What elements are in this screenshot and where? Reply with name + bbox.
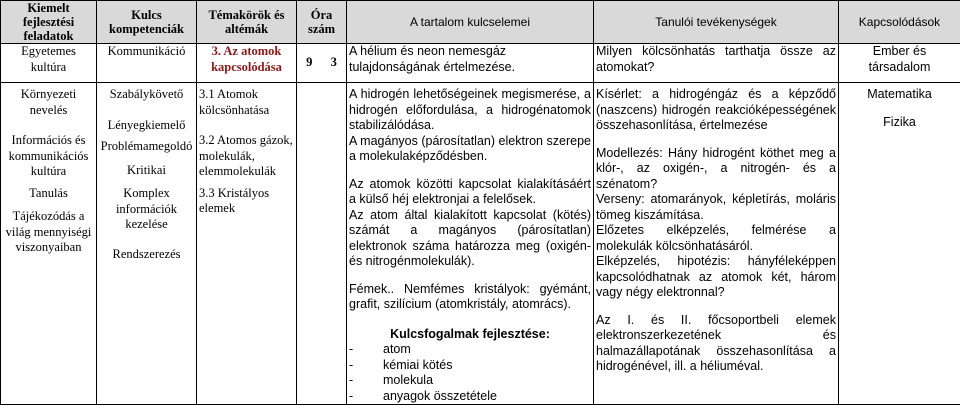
kapcsolodas-item: Fizika: [841, 115, 958, 131]
tartalom-item: Fémek.. Nemfémes kristályok: gyémánt, grafit, szilícium (atomkristály, atomrács).: [349, 282, 591, 313]
kompetencia-item: Szabálykövető: [99, 87, 194, 103]
temakor-item: 3.1 Atomok kölcsönhatása: [199, 87, 294, 118]
feladat-item: Információs és kommunikációs kultúra: [3, 133, 94, 180]
kulcsfogalom-item: - molekula: [349, 373, 591, 389]
temakor-item: 3.3 Kristályos elemek: [199, 186, 294, 217]
row2-kapcsolodasok: [839, 83, 960, 405]
row1-tevekenyseg: Milyen kölcsönhatás tarthatja össze az atomokat?: [594, 44, 839, 83]
feladat-item: Környezeti nevelés: [3, 87, 94, 118]
kulcsfogalom-item: - kémiai kötés: [349, 358, 591, 374]
row2-temakorok: [197, 83, 297, 405]
header-feladatok: Kiemelt fejlesztési feladatok: [1, 1, 97, 44]
row2-oraszam: [297, 83, 347, 405]
feladat-item: Tanulás: [3, 186, 94, 202]
row2-tevekenysegek: [594, 83, 839, 405]
row1-kapcsolodas: Ember és társadalom: [839, 44, 960, 83]
row1-temakor: 3. Az atomok kapcsolódása: [197, 44, 297, 83]
kompetencia-item: Lényegkiemelő: [99, 118, 194, 134]
row2-kompetenciak: [97, 83, 197, 405]
header-row: [1, 1, 960, 44]
kulcsfogalom-item: - atom: [349, 342, 591, 358]
kompetencia-item: Kritikai: [99, 163, 194, 179]
row2-feladatok: [1, 83, 97, 405]
tartalom-item: Az atomok közötti kapcsolat kialakításáért a külső héj elektronjai a felelősek.: [349, 177, 591, 208]
kompetencia-item: Komplex információk kezelése: [99, 186, 194, 233]
tevekenyseg-item: Kísérlet: a hidrogéngáz és a képződő (naszcens) hidrogén reakcióképességének összehasonlítása, értelmezése: [596, 87, 836, 134]
header-tartalom: A tartalom kulcselemei: [347, 1, 594, 44]
tartalom-item: A hidrogén lehetőségeinek megismerése, a hidrogén előfordulása, a hidrogénatomok stabilizálódása.: [349, 87, 591, 134]
header-oraszam: Óra szám: [297, 1, 347, 44]
row1-ora-total: 9: [297, 55, 322, 71]
header-kompetenciak: Kulcs kompetenciák: [97, 1, 197, 44]
tartalom-item: A magányos (párosítatlan) elektron szerepe a molekulaképződésben.: [349, 134, 591, 165]
table-row: [1, 44, 960, 83]
row1-ora-topic: 3: [322, 55, 347, 71]
header-kapcsolodasok: Kapcsolódások: [839, 1, 960, 44]
kulcsfogalmak-title: Kulcsfogalmak fejlesztése:: [349, 327, 591, 343]
header-temakorok: Témakörök és altémák: [197, 1, 297, 44]
table-row: [1, 83, 960, 405]
kompetencia-item: Problémamegoldó: [99, 139, 194, 155]
tevekenyseg-item: Verseny: atomarányok, képletírás, moláris tömeg kiszámítása.: [596, 192, 836, 223]
tevekenyseg-item: Elképzelés, hipotézis: hányféleképpen kapcsolódhatnak az atomok két, három vagy négy elektronnal?: [596, 254, 836, 301]
header-tevekenysegek: Tanulói tevékenységek: [594, 1, 839, 44]
kulcsfogalom-item: - anyagok összetétele: [349, 389, 591, 405]
kompetencia-item: Rendszerezés: [99, 247, 194, 263]
row1-tartalom: A hélium és neon nemesgáz tulajdonságának értelmezése.: [347, 44, 594, 83]
temakor-item: 3.2 Atomos gázok, molekulák, elemmolekulák: [199, 133, 294, 180]
row1-feladat: Egyetemes kultúra: [1, 44, 97, 83]
tartalom-item: Az atom által kialakított kapcsolat (kötés) számát a magányos (párosítatlan) elektronok száma határozza meg (oxigén- és nitrogénmolekulák).: [349, 208, 591, 270]
kapcsolodas-item: Matematika: [841, 87, 958, 103]
feladat-item: Tájékozódás a világ mennyiségi viszonyaiban: [3, 209, 94, 256]
tevekenyseg-item: Modellezés: Hány hidrogént köthet meg a klór-, az oxigén-, a nitrogén- és a szénatom?: [596, 146, 836, 193]
tevekenyseg-item: Előzetes elképzelés, felmérése a molekulák kölcsönhatásáról.: [596, 223, 836, 254]
tevekenyseg-item: Az I. és II. főcsoportbeli elemek elektronszerkezetének és halmazállapotának összehasonlítása a hidrogénével, ill. a héliuméval.: [596, 313, 836, 375]
row2-tartalom: [347, 83, 594, 405]
row1-kompetencia: Kommunikáció: [97, 44, 197, 83]
row1-oraszam: [297, 44, 347, 83]
